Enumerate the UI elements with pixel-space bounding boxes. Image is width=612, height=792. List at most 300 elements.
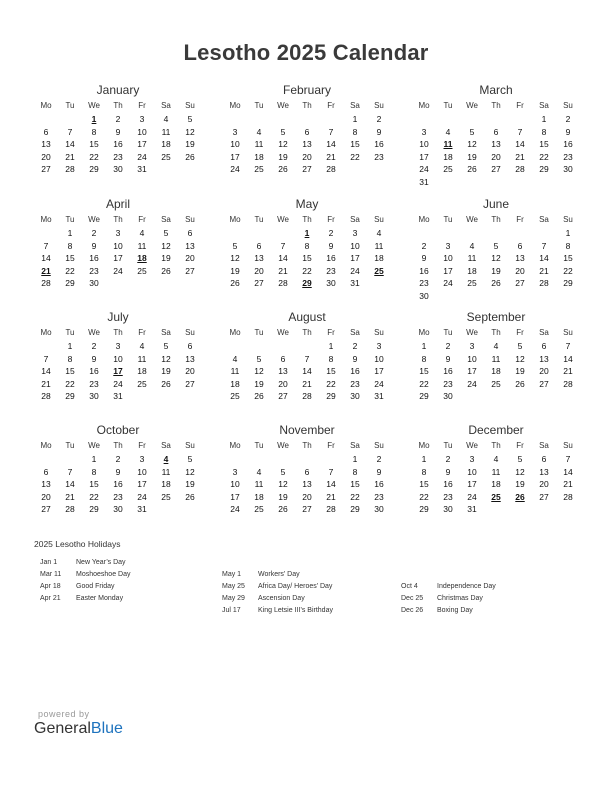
weekday-header: Fr [327, 328, 335, 337]
week-row [412, 163, 580, 176]
weekday-header: Fr [516, 101, 524, 110]
empty-day-cell [460, 113, 484, 126]
week-row [412, 503, 580, 516]
day-cell: 25 [137, 265, 147, 276]
day-cell: 24 [137, 491, 147, 502]
day-cell: 3 [115, 228, 121, 238]
day-cell: 7 [328, 466, 334, 477]
day-cell: 18 [254, 151, 264, 162]
day-cell: 31 [137, 164, 147, 174]
month-name: January [96, 83, 140, 97]
empty-day-cell [130, 390, 154, 403]
day-cell: 26 [230, 278, 240, 288]
day-cell: 9 [328, 240, 334, 251]
day-cell: 7 [565, 341, 571, 351]
empty-day-cell [556, 390, 580, 403]
day-cell: 3 [352, 228, 358, 238]
weekday-header-row [223, 213, 391, 227]
day-cell: 18 [467, 265, 477, 276]
weekday-header-row [34, 99, 202, 113]
empty-day-cell [436, 227, 460, 240]
day-cell: 16 [326, 253, 336, 263]
day-cell: 14 [41, 366, 51, 376]
day-cell: 22 [350, 491, 360, 502]
day-cell: 3 [139, 114, 145, 124]
weekday-header-row [34, 326, 202, 340]
week-row [412, 491, 580, 504]
week-row [412, 265, 580, 278]
holiday-date: Apr 18 [40, 583, 61, 590]
day-cell: 12 [278, 139, 288, 149]
day-cell: 18 [230, 378, 240, 389]
holiday-item [40, 557, 130, 569]
day-cell: 21 [326, 491, 336, 502]
week-row [412, 353, 580, 366]
empty-day-cell [247, 227, 271, 240]
day-cell: 24 [230, 164, 240, 174]
week-row [223, 227, 391, 240]
weekday-header: Fr [138, 215, 146, 224]
holidays-title: 2025 Lesotho Holidays [34, 539, 121, 549]
day-cell: 6 [43, 126, 49, 137]
day-cell: 22 [89, 151, 99, 162]
weekday-header: Tu [443, 215, 453, 224]
day-cell: 28 [563, 491, 573, 502]
day-cell: 4 [445, 126, 451, 137]
week-row [412, 176, 580, 189]
empty-day-cell [343, 163, 367, 176]
weekday-header: Su [374, 215, 384, 224]
week-row [223, 503, 391, 516]
week-row [34, 126, 202, 139]
day-cell: 27 [515, 278, 525, 288]
day-cell: 2 [91, 341, 97, 351]
week-row [223, 138, 391, 151]
weekday-header: We [466, 215, 478, 224]
day-cell: 6 [280, 353, 286, 364]
day-cell: 30 [443, 391, 453, 401]
holiday-name: King Letsie III’s Birthday [258, 607, 333, 614]
day-cell: 15 [302, 253, 312, 263]
weekday-header: Sa [350, 215, 360, 224]
day-cell: 5 [517, 341, 523, 351]
day-cell: 7 [43, 240, 49, 251]
weekday-header: Sa [539, 441, 549, 450]
day-cell: 13 [185, 353, 195, 364]
day-cell: 4 [493, 341, 499, 351]
week-row [223, 353, 391, 366]
day-cell: 12 [491, 253, 501, 263]
day-cell: 11 [230, 366, 240, 376]
day-cell: 18 [254, 491, 264, 502]
day-cell: 24 [419, 164, 429, 174]
day-cell: 9 [115, 466, 121, 477]
day-cell: 3 [232, 126, 238, 137]
day-cell: 21 [563, 366, 573, 376]
day-cell: 30 [113, 504, 123, 514]
day-cell: 30 [113, 164, 123, 174]
day-cell: 18 [443, 151, 453, 162]
day-cell: 4 [139, 341, 145, 351]
day-cell: 23 [326, 265, 336, 276]
month-name: July [107, 310, 129, 324]
day-cell: 15 [350, 479, 360, 489]
day-cell: 8 [67, 240, 73, 251]
day-cell: 29 [89, 164, 99, 174]
generalblue-logo[interactable] [34, 720, 123, 738]
week-row [34, 353, 202, 366]
week-row [223, 478, 391, 491]
weekday-header: We [277, 328, 289, 337]
holiday-day-cell: 18 [137, 253, 147, 263]
day-cell: 28 [41, 391, 51, 401]
day-cell: 1 [352, 454, 358, 464]
month-name: April [105, 197, 130, 211]
empty-day-cell [484, 113, 508, 126]
day-cell: 17 [230, 491, 240, 502]
day-cell: 15 [65, 366, 75, 376]
page-title: Lesotho 2025 Calendar [183, 40, 429, 65]
day-cell: 27 [41, 164, 51, 174]
day-cell: 31 [113, 391, 123, 401]
empty-day-cell [130, 277, 154, 290]
weekday-header: Su [374, 328, 384, 337]
day-cell: 24 [137, 151, 147, 162]
day-cell: 2 [565, 114, 571, 124]
empty-day-cell [247, 340, 271, 353]
day-cell: 4 [256, 466, 262, 477]
weekday-header: Th [113, 215, 123, 224]
empty-day-cell [508, 227, 532, 240]
day-cell: 6 [304, 126, 310, 137]
empty-day-cell [319, 113, 343, 126]
day-cell: 10 [467, 353, 477, 364]
day-cell: 8 [352, 466, 358, 477]
day-cell: 26 [185, 491, 195, 502]
empty-day-cell [154, 503, 178, 516]
day-cell: 16 [374, 479, 384, 489]
day-cell: 25 [230, 391, 240, 401]
day-cell: 11 [374, 240, 384, 251]
day-cell: 22 [563, 265, 573, 276]
weekday-header: Su [185, 215, 195, 224]
empty-day-cell [247, 113, 271, 126]
day-cell: 24 [113, 378, 123, 389]
weekday-header: Mo [418, 441, 430, 450]
day-cell: 20 [302, 151, 312, 162]
day-cell: 4 [256, 126, 262, 137]
holiday-name: New Year’s Day [76, 559, 126, 566]
day-cell: 10 [374, 353, 384, 364]
day-cell: 1 [352, 114, 358, 124]
weekday-header: Th [491, 328, 501, 337]
day-cell: 4 [376, 228, 382, 238]
powered-by-text: powered by [38, 709, 90, 719]
day-cell: 19 [161, 253, 171, 263]
day-cell: 28 [326, 164, 336, 174]
week-row [412, 365, 580, 378]
weekday-header: We [466, 101, 478, 110]
holiday-column [222, 569, 333, 617]
day-cell: 5 [163, 341, 169, 351]
day-cell: 21 [563, 479, 573, 489]
day-cell: 29 [419, 391, 429, 401]
weekday-header: Su [185, 328, 195, 337]
empty-day-cell [154, 390, 178, 403]
logo-blue-text: Blue [90, 720, 123, 737]
day-cell: 27 [539, 378, 549, 389]
day-cell: 9 [115, 126, 121, 137]
weekday-header: Su [563, 215, 573, 224]
day-cell: 13 [41, 139, 51, 149]
month-march [412, 82, 580, 188]
empty-day-cell [271, 340, 295, 353]
weekday-header: Fr [516, 441, 524, 450]
day-cell: 3 [115, 341, 121, 351]
day-cell: 11 [491, 353, 501, 364]
day-cell: 31 [350, 278, 360, 288]
day-cell: 28 [326, 504, 336, 514]
day-cell: 6 [517, 240, 523, 251]
weekday-header: Mo [229, 101, 241, 110]
day-cell: 5 [232, 240, 238, 251]
day-cell: 16 [443, 366, 453, 376]
holiday-name: Christmas Day [437, 595, 483, 602]
day-cell: 25 [491, 378, 501, 389]
day-cell: 12 [278, 479, 288, 489]
empty-day-cell [58, 113, 82, 126]
day-cell: 22 [65, 265, 75, 276]
day-cell: 27 [539, 491, 549, 502]
day-cell: 28 [41, 278, 51, 288]
holiday-day-cell: 1 [304, 228, 310, 238]
day-cell: 20 [278, 378, 288, 389]
weekday-header: We [277, 101, 289, 110]
holiday-day-cell: 11 [443, 139, 453, 149]
day-cell: 26 [254, 391, 264, 401]
day-cell: 16 [563, 139, 573, 149]
holiday-date: May 29 [222, 595, 245, 602]
day-cell: 25 [137, 378, 147, 389]
day-cell: 24 [113, 265, 123, 276]
day-cell: 5 [187, 454, 193, 464]
day-cell: 27 [302, 504, 312, 514]
day-cell: 6 [304, 466, 310, 477]
empty-day-cell [223, 227, 247, 240]
empty-day-cell [556, 503, 580, 516]
day-cell: 2 [445, 341, 451, 351]
day-cell: 19 [230, 265, 240, 276]
week-row [412, 453, 580, 466]
week-row [412, 126, 580, 139]
day-cell: 21 [278, 265, 288, 276]
day-cell: 20 [491, 151, 501, 162]
weekday-header: Su [374, 101, 384, 110]
holiday-date: Apr 21 [40, 595, 61, 602]
day-cell: 15 [563, 253, 573, 263]
day-cell: 19 [254, 378, 264, 389]
day-cell: 5 [163, 228, 169, 238]
day-cell: 9 [421, 253, 427, 263]
week-row [412, 113, 580, 126]
holiday-name: Independence Day [437, 583, 496, 590]
weekday-header: Tu [65, 441, 75, 450]
day-cell: 7 [43, 353, 49, 364]
day-cell: 21 [515, 151, 525, 162]
day-cell: 23 [374, 151, 384, 162]
weekday-header: Sa [350, 441, 360, 450]
day-cell: 13 [185, 240, 195, 251]
day-cell: 5 [280, 466, 286, 477]
week-row [34, 503, 202, 516]
empty-day-cell [460, 176, 484, 189]
weekday-header: Tu [254, 328, 264, 337]
week-row [223, 466, 391, 479]
day-cell: 9 [376, 466, 382, 477]
day-cell: 25 [254, 504, 264, 514]
day-cell: 26 [185, 151, 195, 162]
weekday-header: Tu [254, 441, 264, 450]
day-cell: 14 [515, 139, 525, 149]
day-cell: 5 [517, 454, 523, 464]
holiday-day-cell: 29 [302, 278, 312, 288]
weekday-header-row [412, 439, 580, 453]
weekday-header: Th [491, 215, 501, 224]
day-cell: 12 [515, 353, 525, 364]
day-cell: 20 [185, 366, 195, 376]
day-cell: 2 [115, 114, 121, 124]
day-cell: 15 [350, 139, 360, 149]
day-cell: 17 [374, 366, 384, 376]
weekday-header: Th [491, 101, 501, 110]
weekday-header: Tu [443, 101, 453, 110]
weekday-header: Th [113, 328, 123, 337]
month-september [412, 309, 580, 403]
month-name: June [482, 197, 510, 211]
day-cell: 2 [115, 454, 121, 464]
day-cell: 13 [539, 353, 549, 364]
empty-day-cell [436, 176, 460, 189]
day-cell: 9 [352, 353, 358, 364]
day-cell: 2 [352, 341, 358, 351]
day-cell: 31 [467, 504, 477, 514]
day-cell: 1 [67, 228, 73, 238]
holiday-day-cell: 17 [113, 366, 123, 376]
day-cell: 5 [187, 114, 193, 124]
week-row [34, 340, 202, 353]
day-cell: 23 [113, 491, 123, 502]
weekday-header: Mo [40, 441, 52, 450]
day-cell: 23 [443, 378, 453, 389]
day-cell: 11 [161, 466, 171, 477]
empty-day-cell [484, 290, 508, 303]
empty-day-cell [178, 390, 202, 403]
day-cell: 7 [280, 240, 286, 251]
day-cell: 23 [419, 278, 429, 288]
weekday-header-row [34, 439, 202, 453]
day-cell: 26 [467, 164, 477, 174]
day-cell: 2 [376, 454, 382, 464]
month-name: October [96, 423, 140, 437]
day-cell: 17 [350, 253, 360, 263]
day-cell: 29 [350, 504, 360, 514]
day-cell: 27 [41, 504, 51, 514]
weekday-header: We [88, 101, 100, 110]
empty-day-cell [508, 113, 532, 126]
day-cell: 27 [491, 164, 501, 174]
weekday-header: Mo [229, 441, 241, 450]
day-cell: 24 [230, 504, 240, 514]
empty-day-cell [484, 227, 508, 240]
day-cell: 16 [89, 253, 99, 263]
day-cell: 16 [113, 139, 123, 149]
weekday-header-row [412, 213, 580, 227]
day-cell: 12 [185, 126, 195, 137]
weekday-header: Su [563, 101, 573, 110]
empty-day-cell [223, 453, 247, 466]
day-cell: 31 [419, 176, 429, 187]
day-cell: 1 [421, 454, 427, 464]
day-cell: 14 [278, 253, 288, 263]
weekday-header: Mo [40, 328, 52, 337]
weekday-header: We [88, 215, 100, 224]
empty-day-cell [106, 277, 130, 290]
day-cell: 26 [161, 378, 171, 389]
weekday-header: Su [185, 441, 195, 450]
day-cell: 27 [185, 378, 195, 389]
day-cell: 28 [563, 378, 573, 389]
day-cell: 28 [539, 278, 549, 288]
holiday-date: May 25 [222, 583, 245, 590]
weekday-header: Fr [138, 101, 146, 110]
week-row [34, 390, 202, 403]
holiday-column [401, 581, 496, 617]
empty-day-cell [34, 340, 58, 353]
day-cell: 30 [443, 504, 453, 514]
day-cell: 6 [541, 454, 547, 464]
weekday-header: Tu [443, 441, 453, 450]
empty-day-cell [436, 290, 460, 303]
empty-day-cell [154, 277, 178, 290]
holiday-date: Mar 11 [40, 571, 62, 578]
week-row [223, 365, 391, 378]
day-cell: 19 [278, 491, 288, 502]
empty-day-cell [154, 163, 178, 176]
day-cell: 26 [278, 504, 288, 514]
holiday-name: Ascension Day [258, 595, 305, 602]
day-cell: 22 [326, 378, 336, 389]
day-cell: 21 [65, 151, 75, 162]
day-cell: 28 [65, 164, 75, 174]
empty-day-cell [556, 290, 580, 303]
day-cell: 10 [113, 353, 123, 364]
day-cell: 28 [278, 278, 288, 288]
holiday-item [401, 581, 496, 593]
day-cell: 8 [67, 353, 73, 364]
empty-day-cell [508, 176, 532, 189]
day-cell: 28 [515, 164, 525, 174]
holiday-day-cell: 21 [41, 265, 51, 276]
holiday-item [40, 593, 130, 605]
day-cell: 9 [91, 353, 97, 364]
day-cell: 4 [232, 353, 238, 364]
weekday-header: Su [374, 441, 384, 450]
day-cell: 19 [185, 139, 195, 149]
week-row [223, 277, 391, 290]
holiday-name: Good Friday [76, 583, 115, 590]
day-cell: 24 [374, 378, 384, 389]
holiday-item [40, 581, 130, 593]
